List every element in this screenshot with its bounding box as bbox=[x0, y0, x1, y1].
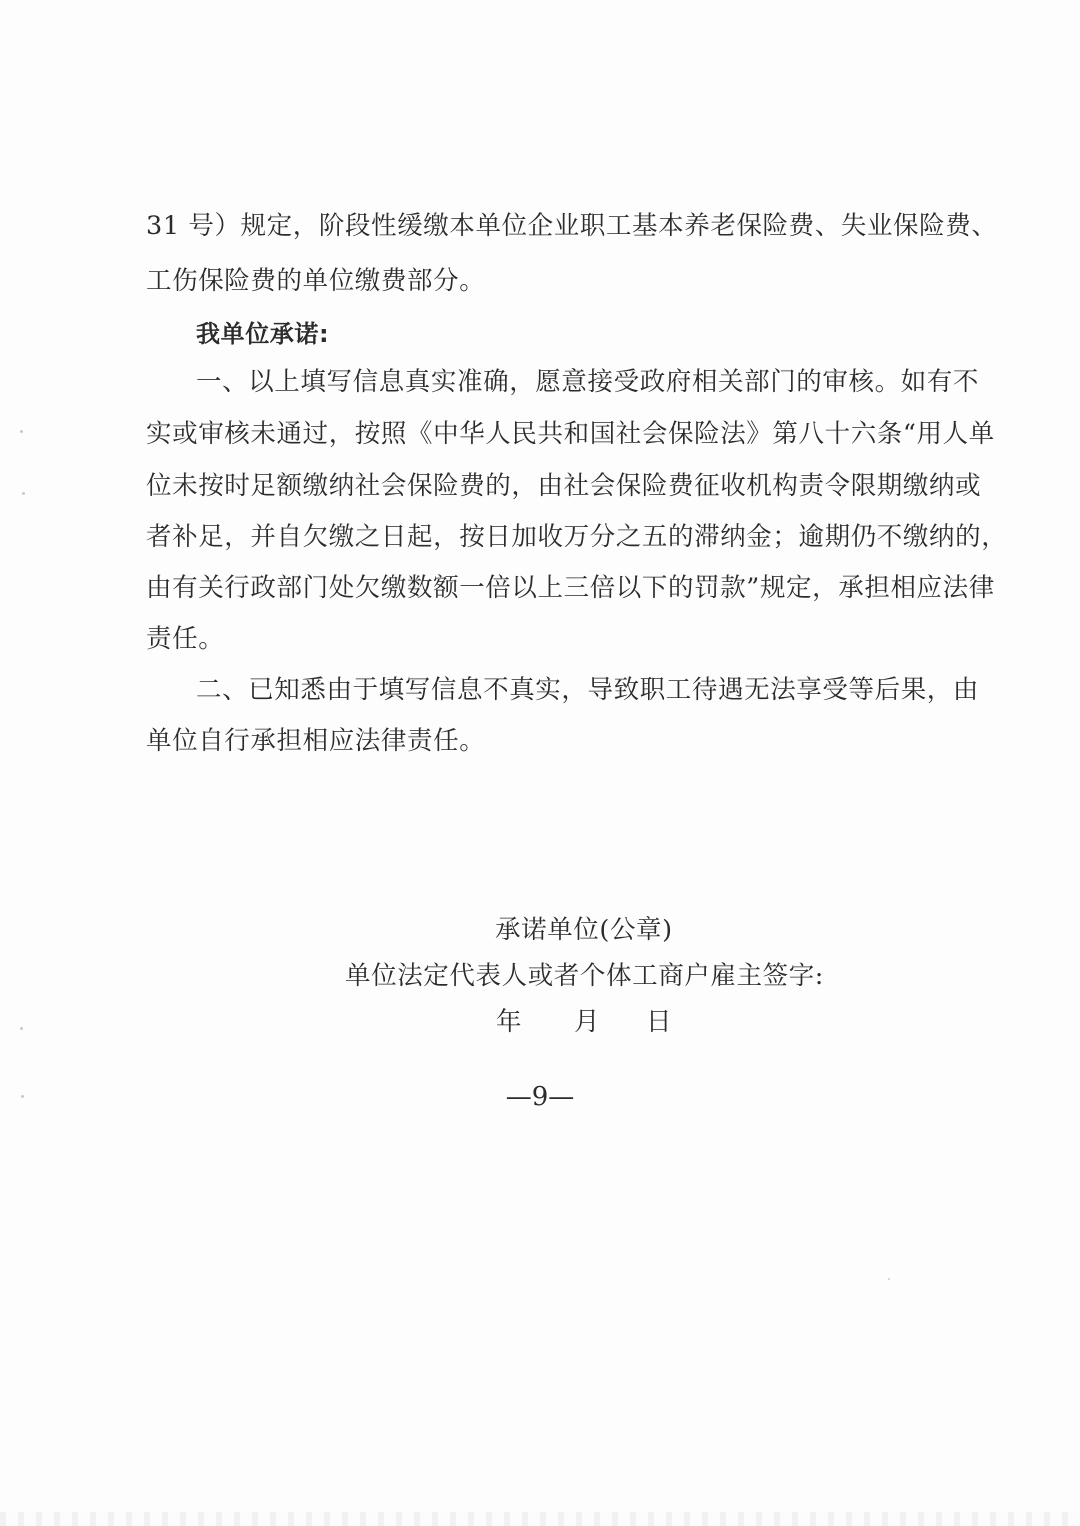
clause-one-line-5: 由有关行政部门处欠缴数额一倍以上三倍以下的罚款”规定，承担相应法律 bbox=[146, 573, 995, 603]
scan-speck bbox=[20, 1027, 23, 1030]
representative-signature-label: 单位法定代表人或者个体工商户雇主签字: bbox=[345, 961, 824, 991]
commitment-heading: 我单位承诺: bbox=[196, 320, 330, 348]
clause-one-line-1: 一、以上填写信息真实准确，愿意接受政府相关部门的审核。如有不 bbox=[196, 367, 980, 397]
date-line bbox=[0, 1004, 1080, 1040]
seal-label: 承诺单位(公章) bbox=[495, 915, 673, 945]
clause-one-line-3: 位未按时足额缴纳社会保险费的，由社会保险费征收机构责令限期缴纳或 bbox=[146, 471, 982, 501]
continuation-line-2: 工伤保险费的单位缴费部分。 bbox=[146, 266, 486, 296]
clause-one-line-4: 者补足，并自欠缴之日起，按日加收万分之五的滞纳金；逾期仍不缴纳的， bbox=[146, 522, 1008, 552]
clause-one-line-6: 责任。 bbox=[146, 624, 225, 654]
year-label: 年 bbox=[496, 1007, 523, 1037]
month-label: 月 bbox=[574, 1007, 601, 1037]
clause-two-line-2: 单位自行承担相应法律责任。 bbox=[146, 726, 486, 756]
continuation-line-1: 31 号）规定，阶段性缓缴本单位企业职工基本养老保险费、失业保险费、 bbox=[146, 211, 998, 241]
clause-two-line-1: 二、已知悉由于填写信息不真实，导致职工待遇无法享受等后果，由 bbox=[196, 675, 980, 705]
day-label: 日 bbox=[646, 1007, 673, 1037]
page-number: —9— bbox=[505, 1082, 575, 1112]
scan-speck bbox=[21, 1095, 24, 1098]
scan-edge-artifact bbox=[0, 1512, 1080, 1526]
scan-speck bbox=[22, 492, 25, 495]
clause-one-line-2: 实或审核未通过，按照《中华人民共和国社会保险法》第八十六条“用人单 bbox=[146, 419, 995, 449]
scan-speck bbox=[888, 1278, 890, 1280]
scan-speck bbox=[20, 430, 23, 433]
